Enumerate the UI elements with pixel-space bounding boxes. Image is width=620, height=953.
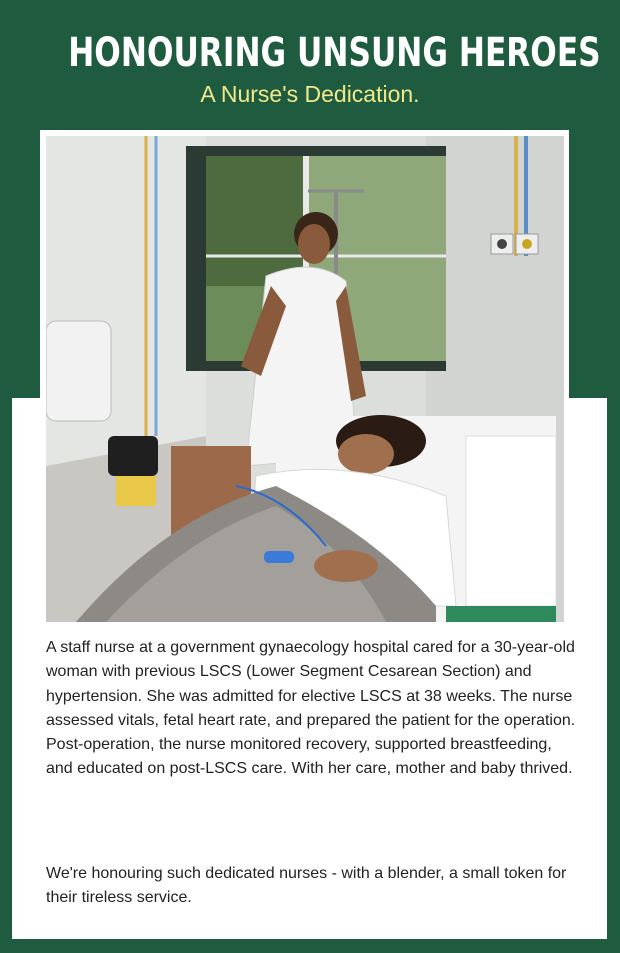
closing-paragraph: We're honouring such dedicated nurses - with a blender, a small token for their tireless service.: [46, 865, 567, 907]
page-title: HONOURING UNSUNG HEROES: [68, 30, 601, 76]
hospital-photo: [46, 136, 564, 622]
story-paragraph: A staff nurse at a government gynaecology hospital cared for a 30-year-old woman with previous LSCS (Lower Segment Cesarean Section) and hypertension. She was admitted for elective LSCS at 38 weeks. The nurse assessed vitals, fetal heart rate, and prepared the patient for the operation. Post-operation, the nurse monitored recovery, supported breastfeeding, and educated on post-LSCS care. With her care, mother and baby thrived.: [46, 639, 576, 778]
page-subtitle: A Nurse's Dedication.: [200, 81, 420, 107]
hospital-scene-illustration: [46, 136, 564, 622]
